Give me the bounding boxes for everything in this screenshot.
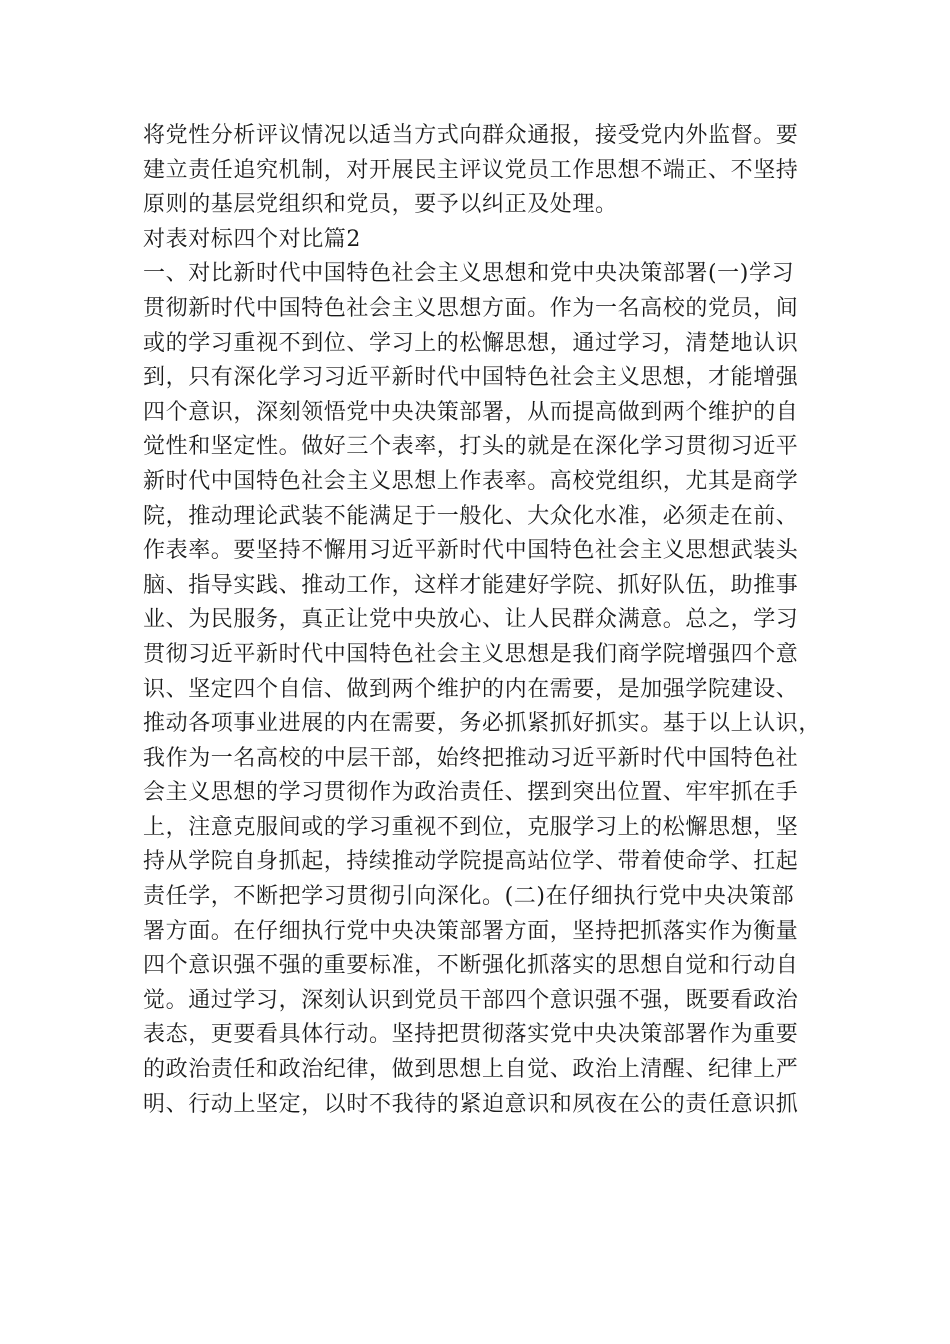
text-line: 脑、指导实践、推动工作，这样才能建好学院、抓好队伍，助推事 bbox=[143, 572, 799, 598]
text-line: 业、为民服务，真正让党中央放心、让人民群众满意。总之，学习 bbox=[143, 607, 799, 633]
text-line: 上，注意克服间或的学习重视不到位，克服学习上的松懈思想，坚 bbox=[143, 814, 799, 840]
text-line: 或的学习重视不到位、学习上的松懈思想，通过学习，清楚地认识 bbox=[143, 330, 799, 356]
text-line: 贯彻新时代中国特色社会主义思想方面。作为一名高校的党员，间 bbox=[143, 295, 799, 321]
text-line: 觉。通过学习，深刻认识到党员干部四个意识强不强，既要看政治 bbox=[143, 987, 799, 1013]
text-line: 贯彻习近平新时代中国特色社会主义思想是我们商学院增强四个意 bbox=[143, 641, 799, 667]
text-line: 新时代中国特色社会主义思想上作表率。高校党组织，尤其是商学 bbox=[143, 468, 799, 494]
text-line: 推动各项事业进展的内在需要，务必抓紧抓好抓实。基于以上认识， bbox=[143, 711, 822, 737]
text-line: 一、对比新时代中国特色社会主义思想和党中央决策部署(一)学习 bbox=[143, 261, 795, 287]
text-line: 将党性分析评议情况以适当方式向群众通报，接受党内外监督。要 bbox=[143, 123, 799, 148]
text-line: 四个意识，深刻领悟党中央决策部署，从而提高做到两个维护的自 bbox=[143, 399, 799, 425]
text-line: 我作为一名高校的中层干部，始终把推动习近平新时代中国特色社 bbox=[143, 745, 799, 771]
body-text bbox=[143, 119, 833, 1122]
text-line: 表态，更要看具体行动。坚持把贯彻落实党中央决策部署作为重要 bbox=[143, 1022, 799, 1048]
text-line: 持从学院自身抓起，持续推动学院提高站位学、带着使命学、扛起 bbox=[143, 849, 799, 875]
text-line: 原则的基层党组织和党员，要予以纠正及处理。 bbox=[143, 192, 618, 218]
section-heading: 对表对标四个对比篇2 bbox=[143, 226, 361, 252]
text-line: 建立责任追究机制，对开展民主评议党员工作思想不端正、不坚持 bbox=[143, 157, 799, 183]
text-line: 院，推动理论武装不能满足于一般化、大众化水准，必须走在前、 bbox=[143, 503, 799, 529]
text-line: 觉性和坚定性。做好三个表率，打头的就是在深化学习贯彻习近平 bbox=[143, 434, 799, 460]
text-line: 署方面。在仔细执行党中央决策部署方面，坚持把抓落实作为衡量 bbox=[143, 918, 799, 944]
text-line: 的政治责任和政治纪律，做到思想上自觉、政治上清醒、纪律上严 bbox=[143, 1057, 799, 1083]
text-line: 明、行动上坚定，以时不我待的紧迫意识和夙夜在公的责任意识抓 bbox=[143, 1091, 799, 1117]
text-line: 作表率。要坚持不懈用习近平新时代中国特色社会主义思想武装头 bbox=[143, 538, 799, 564]
text-line: 会主义思想的学习贯彻作为政治责任、摆到突出位置、牢牢抓在手 bbox=[143, 780, 799, 806]
text-line: 识、坚定四个自信、做到两个维护的内在需要，是加强学院建设、 bbox=[143, 676, 799, 702]
text-line: 到，只有深化学习习近平新时代中国特色社会主义思想，才能增强 bbox=[143, 365, 799, 391]
text-line: 责任学，不断把学习贯彻引向深化。(二)在仔细执行党中央决策部 bbox=[143, 884, 795, 910]
text-line: 四个意识强不强的重要标准，不断强化抓落实的思想自觉和行动自 bbox=[143, 953, 799, 979]
